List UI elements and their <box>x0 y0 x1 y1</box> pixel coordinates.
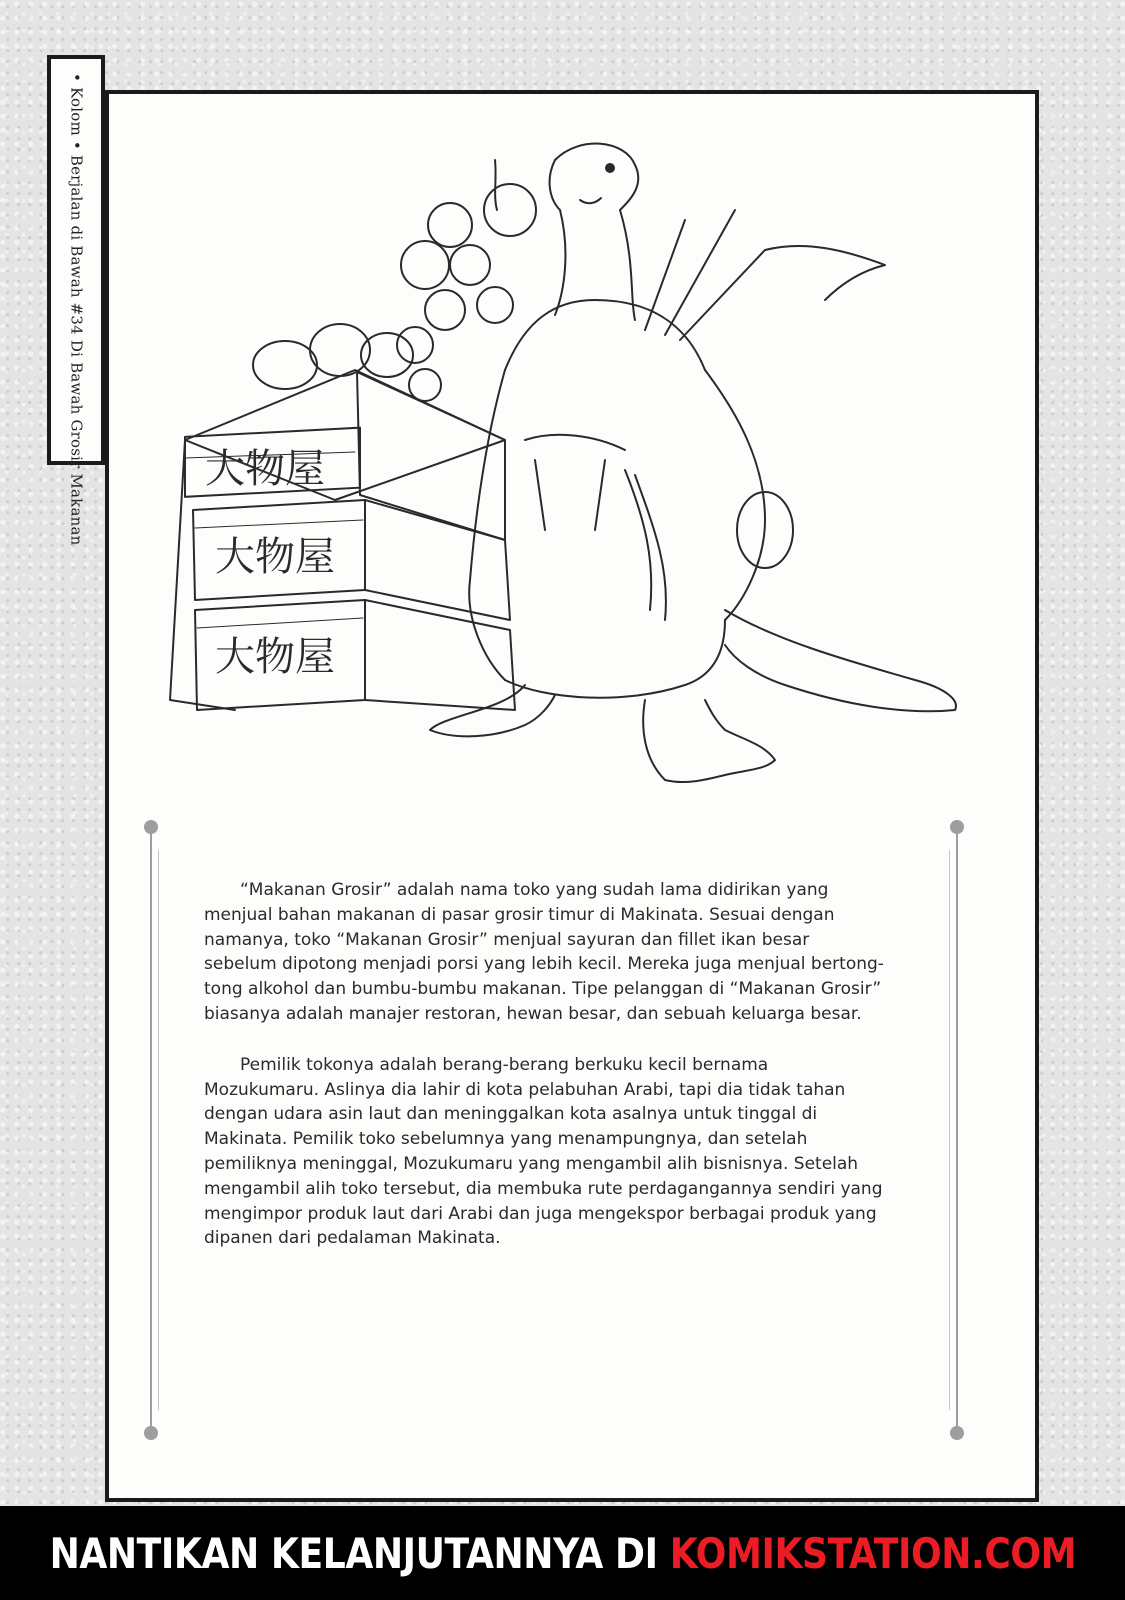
footer-banner <box>0 1506 1125 1600</box>
crate-label: 大物屋 <box>215 634 335 680</box>
panel-left-inner-line <box>158 850 159 1410</box>
otter-shopkeeper-illustration <box>125 140 1005 810</box>
panel-corner-ornament <box>950 1426 964 1440</box>
article-body <box>204 878 884 1277</box>
panel-corner-ornament <box>144 820 158 834</box>
crate-label: 大物屋 <box>205 446 325 492</box>
column-title: • Kolom • Berjalan di Bawah #34 Di Bawah Grosir Makanan <box>67 73 86 546</box>
footer-message <box>49 1529 1076 1578</box>
footer-site-link[interactable]: KOMIKSTATION.COM <box>669 1528 1076 1578</box>
article-panel <box>140 820 970 1440</box>
otter-figure <box>430 144 956 783</box>
panel-corner-ornament <box>950 820 964 834</box>
panel-right-inner-line <box>949 850 950 1410</box>
panel-left-border <box>150 832 152 1428</box>
footer-lead-text: NANTIKAN KELANJUTANNYA DI <box>49 1528 670 1578</box>
panel-corner-ornament <box>144 1426 158 1440</box>
article-paragraph: “Makanan Grosir” adalah nama toko yang sudah lama didirikan yang menjual bahan makanan di pasar grosir timur di Makinata. Sesuai dengan namanya, toko “Makanan Grosir” menjual sayuran dan fillet ikan besar sebelum dipotong menjadi porsi yang lebih kecil. Mereka juga menjual bertong-tong alkohol dan bumbu-bumbu makanan. Tipe pelanggan di “Makanan Grosir” biasanya adalah manajer restoran, hewan besar, dan sebuah keluarga besar. <box>204 880 884 1024</box>
grape-cluster <box>397 160 536 401</box>
crate-label: 大物屋 <box>215 534 335 580</box>
panel-right-border <box>956 832 958 1428</box>
column-title-tab <box>47 55 105 546</box>
article-paragraph: Pemilik tokonya adalah berang-berang berkuku kecil bernama Mozukumaru. Aslinya dia lahir di kota pelabuhan Arabi, tapi dia tidak tahan dengan udara asin laut dan meninggalkan kota asalnya untuk tinggal di Makinata. Pemilik toko sebelumnya yang menampungnya, dan setelah pemiliknya meninggal, Mozukumaru yang mengambil alih bisnisnya. Setelah mengambil alih toko tersebut, dia membuka rute perdagangannya sendiri yang mengimpor produk laut dari Arabi dan juga mengekspor berbagai produk yang dipanen dari pedalaman Makinata. <box>204 1054 883 1249</box>
